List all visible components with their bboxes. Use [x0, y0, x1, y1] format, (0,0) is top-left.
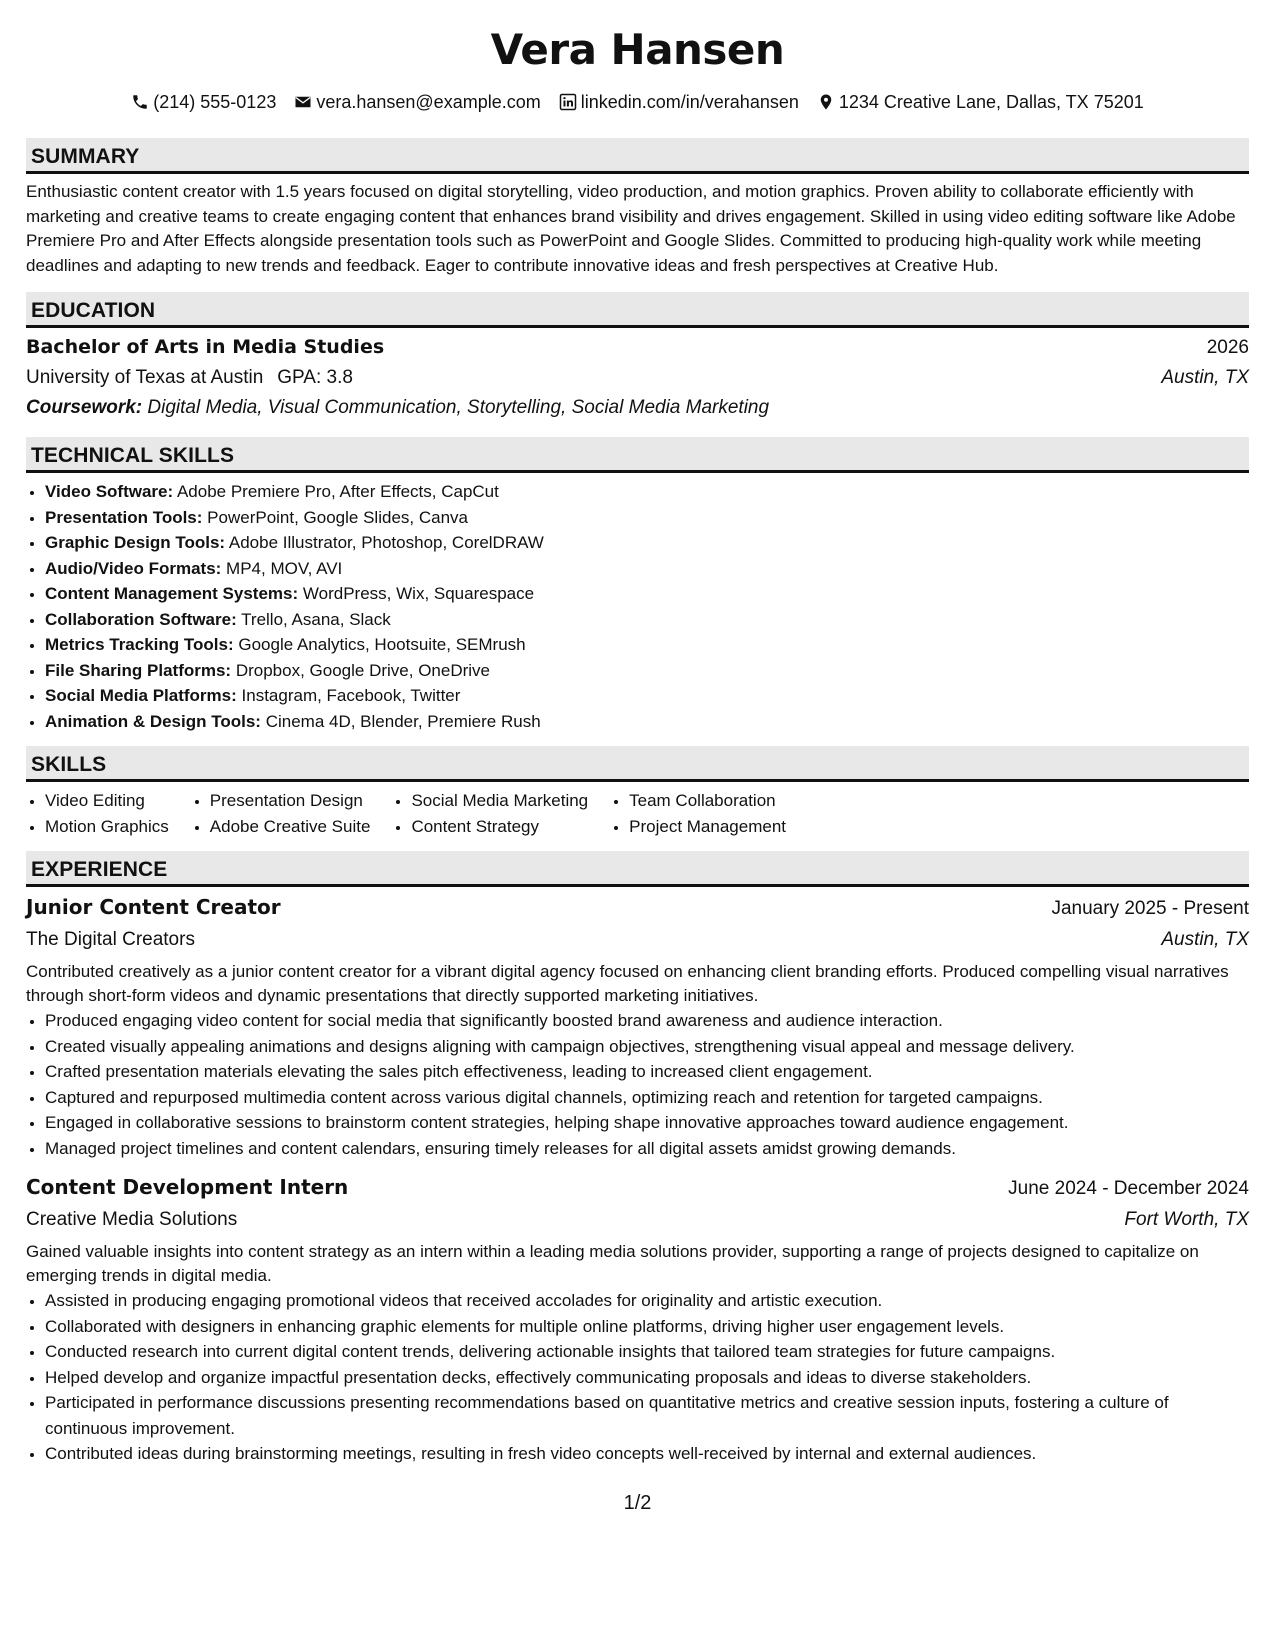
list-item: • Content Strategy	[411, 814, 588, 840]
skill-label: Video Software:	[45, 482, 174, 501]
contact-email[interactable]	[294, 90, 540, 114]
skill-label: Metrics Tracking Tools:	[45, 635, 234, 654]
job-header	[26, 1171, 1249, 1205]
list-item: • Managed project timelines and content calendars, ensuring timely releases for all digital assets amidst growing demands.	[45, 1136, 1249, 1162]
skill-value: Google Analytics, Hootsuite, SEMrush	[238, 635, 526, 654]
list-item	[45, 632, 1249, 658]
skill-value: MP4, MOV, AVI	[226, 558, 343, 578]
skill-label: Collaboration Software:	[45, 609, 237, 629]
skill-value: Cinema 4D, Blender, Premiere Rush	[265, 711, 541, 731]
job-company: The Digital Creators	[26, 929, 195, 950]
address-text: 1234 Creative Lane, Dallas, TX 75201	[838, 92, 1144, 112]
job-location: Austin, TX	[1161, 929, 1249, 950]
list-item: • Conducted research into current digital content trends, delivering actionable insights that tailored team strategies for future campaigns.	[45, 1339, 1249, 1365]
list-item	[45, 505, 1249, 531]
skills-section	[26, 746, 1249, 845]
contact-phone	[131, 90, 276, 114]
job-location: Fort Worth, TX	[1124, 1209, 1249, 1230]
skill-label: Social Media Platforms:	[45, 686, 237, 705]
degree-year: 2026	[1206, 337, 1249, 358]
list-item	[45, 709, 1249, 735]
skill-value: PowerPoint, Google Slides, Canva	[207, 507, 468, 527]
contact-address	[817, 90, 1144, 114]
list-item	[45, 607, 1249, 633]
skills-column	[610, 788, 786, 839]
skill-label: File Sharing Platforms:	[45, 660, 232, 680]
list-item: • Team Collaboration	[629, 788, 786, 814]
phone-icon	[131, 93, 149, 111]
skill-value: Dropbox, Google Drive, OneDrive	[235, 660, 490, 680]
list-item	[45, 658, 1249, 684]
phone-text: (214) 555-0123	[153, 92, 277, 112]
contact-bar	[26, 90, 1249, 114]
list-item: • Engaged in collaborative sessions to brainstorm content strategies, helping shape innovative approaches toward audience engagement.	[45, 1110, 1249, 1136]
skills-column	[26, 788, 169, 839]
gpa: GPA: 3.8	[277, 367, 353, 388]
contact-linkedin[interactable]	[559, 90, 799, 114]
candidate-name: Vera Hansen	[490, 25, 785, 74]
skills-grid	[26, 782, 1249, 845]
skill-label: Presentation Tools:	[45, 507, 203, 527]
list-item: • Created visually appealing animations and designs aligning with campaign objectives, strengthening visual appeal and message delivery.	[45, 1034, 1249, 1060]
section-heading: SUMMARY	[26, 138, 1249, 174]
list-item	[45, 581, 1249, 607]
skills-column	[191, 788, 371, 839]
job-bullets	[26, 1288, 1249, 1467]
list-item: • Presentation Design	[210, 788, 371, 814]
school-row	[26, 363, 1249, 393]
list-item: • Motion Graphics	[45, 814, 169, 840]
skill-value: Adobe Premiere Pro, After Effects, CapCut	[176, 482, 499, 501]
list-item: • Produced engaging video content for social media that significantly boosted brand awareness and audience interaction.	[45, 1008, 1249, 1034]
section-heading: TECHNICAL SKILLS	[26, 437, 1249, 473]
skill-value: Adobe Illustrator, Photoshop, CorelDRAW	[228, 533, 544, 552]
list-item: • Contributed ideas during brainstorming meetings, resulting in fresh video concepts well-received by internal and external audiences.	[45, 1441, 1249, 1467]
skill-value: WordPress, Wix, Squarespace	[302, 584, 535, 603]
list-item: • Social Media Marketing	[411, 788, 588, 814]
school-location: Austin, TX	[1161, 367, 1249, 388]
technical-skills-list	[26, 473, 1249, 740]
list-item: • Adobe Creative Suite	[210, 814, 371, 840]
job-entry	[26, 1171, 1249, 1467]
education-section	[26, 292, 1249, 423]
skill-value: Instagram, Facebook, Twitter	[241, 686, 461, 705]
job-entry	[26, 887, 1249, 1161]
skill-label: Content Management Systems:	[45, 584, 299, 603]
list-item: • Crafted presentation materials elevating the sales pitch effectiveness, leading to increased client engagement.	[45, 1059, 1249, 1085]
linkedin-icon	[559, 93, 577, 111]
list-item: • Collaborated with designers in enhancing graphic elements for multiple online platforms, driving higher user engagement levels.	[45, 1314, 1249, 1340]
list-item: • Video Editing	[45, 788, 169, 814]
skill-label: Audio/Video Formats:	[45, 558, 222, 578]
job-description: Contributed creatively as a junior content creator for a vibrant digital agency focused on enhancing client branding efforts. Produced compelling visual narratives through short-form videos and dynamic presentations that directly supported marketing initiatives.	[26, 962, 1229, 1005]
degree-row	[26, 332, 1249, 363]
list-item	[45, 683, 1249, 709]
job-header	[26, 891, 1249, 925]
skill-label: Animation & Design Tools:	[45, 711, 261, 731]
job-dates: January 2025 - Present	[1051, 898, 1249, 919]
job-title: Content Development Intern	[26, 1175, 349, 1199]
envelope-icon	[294, 93, 312, 111]
job-dates: June 2024 - December 2024	[1008, 1178, 1249, 1199]
job-title: Junior Content Creator	[26, 895, 281, 919]
summary-text: Enthusiastic content creator with 1.5 years focused on digital storytelling, video production, and motion graphics. Proven ability to collaborate efficiently with marketing and creative teams to create engaging content that enhances brand visibility and drives engagement. Skilled in using video editing software like Adobe Premiere Pro and After Effects alongside presentation tools such as PowerPoint and Google Slides. Committed to producing high-quality work while meeting deadlines and adapting to new trends and feedback. Eager to contribute innovative ideas and fresh perspectives at Creative Hub.	[26, 182, 1236, 275]
section-heading: SKILLS	[26, 746, 1249, 782]
list-item: • Captured and repurposed multimedia content across various digital channels, optimizing reach and retention for targeted campaigns.	[45, 1085, 1249, 1111]
job-company: Creative Media Solutions	[26, 1209, 238, 1230]
skill-label: Graphic Design Tools:	[45, 533, 226, 552]
experience-section	[26, 851, 1249, 1467]
school-name: University of Texas at Austin	[26, 367, 264, 388]
job-company-row	[26, 925, 1249, 955]
coursework	[26, 393, 1249, 423]
degree-title: Bachelor of Arts in Media Studies	[26, 336, 385, 358]
section-heading: EXPERIENCE	[26, 851, 1249, 887]
coursework-label: Coursework:	[26, 397, 143, 418]
list-item	[45, 479, 1249, 505]
linkedin-text: linkedin.com/in/verahansen	[580, 92, 799, 112]
list-item: • Project Management	[629, 814, 786, 840]
technical-skills-section	[26, 437, 1249, 740]
job-bullets	[26, 1008, 1249, 1161]
section-heading: EDUCATION	[26, 292, 1249, 328]
list-item	[45, 556, 1249, 582]
email-text: vera.hansen@example.com	[316, 92, 541, 112]
list-item	[45, 530, 1249, 556]
summary-section	[26, 138, 1249, 278]
coursework-list: Digital Media, Visual Communication, Storytelling, Social Media Marketing	[147, 397, 770, 418]
location-pin-icon	[817, 93, 835, 111]
job-company-row	[26, 1205, 1249, 1235]
skills-column	[392, 788, 588, 839]
page-number: 1/2	[623, 1492, 652, 1514]
list-item: • Assisted in producing engaging promotional videos that received accolades for originality and artistic execution.	[45, 1288, 1249, 1314]
list-item: • Participated in performance discussions presenting recommendations based on quantitative metrics and creative session inputs, fostering a culture of continuous improvement.	[45, 1390, 1249, 1441]
list-item: • Helped develop and organize impactful presentation decks, effectively communicating proposals and ideas to diverse stakeholders.	[45, 1365, 1249, 1391]
job-description: Gained valuable insights into content strategy as an intern within a leading media solutions provider, supporting a range of projects designed to capitalize on emerging trends in digital media.	[26, 1242, 1199, 1285]
skill-value: Trello, Asana, Slack	[241, 609, 391, 629]
